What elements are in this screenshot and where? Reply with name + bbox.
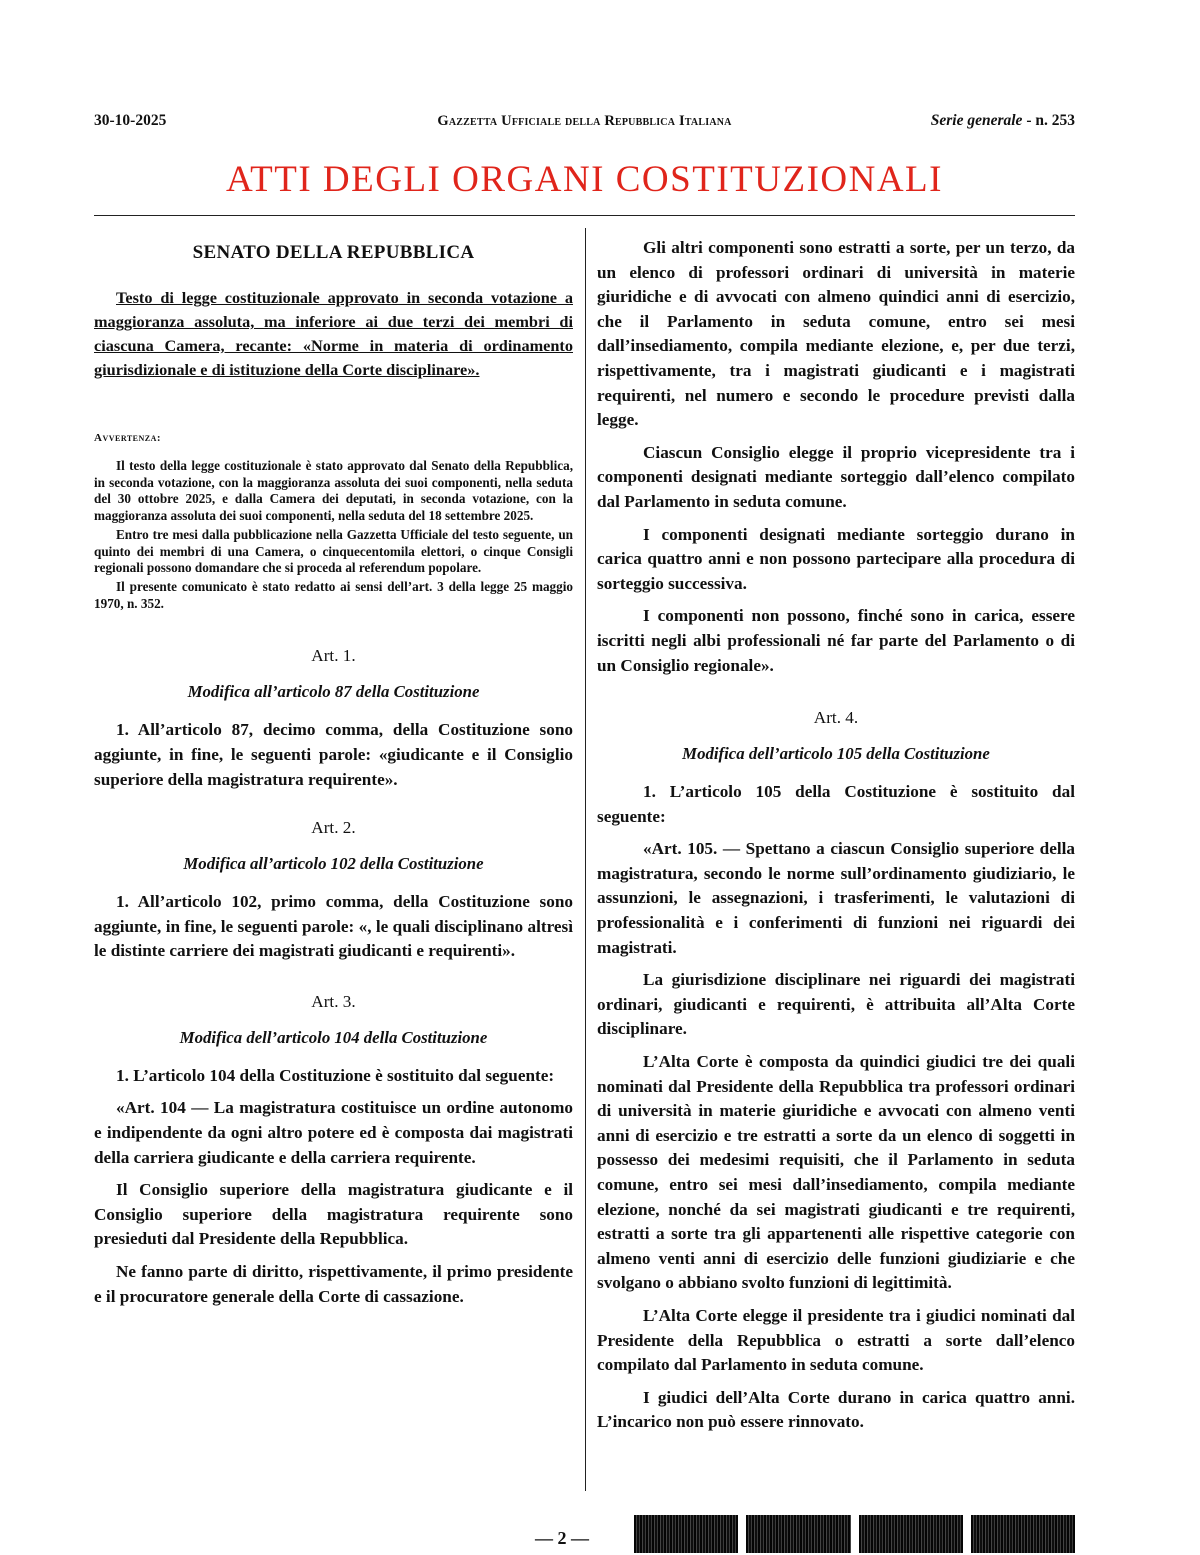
article-2-subtitle: Modifica all’articolo 102 della Costituzione: [183, 854, 484, 874]
section-title: SENATO DELLA REPUBBLICA: [192, 242, 475, 263]
article-4-title: Art. 4.: [813, 708, 859, 728]
notice-label: Avvertenza:: [94, 432, 162, 444]
article-3-subtitle: Modifica dell’articolo 104 della Costituzione: [179, 1027, 488, 1047]
article-2-text: 1. All’articolo 102, primo comma, della Costituzione sono aggiunte, in fine, le seguenti parole: «, le quali disciplinano altresì le distinte carriere dei magistrati giudicanti e requirenti».: [94, 892, 573, 961]
running-header: [94, 112, 1075, 136]
article-4-paragraph: 1. L’articolo 105 della Costituzione è sostituito dal seguente:: [597, 782, 1075, 826]
series-info: [931, 112, 1075, 130]
article-2-title: Art. 2.: [311, 818, 356, 838]
barcode-icon: [746, 1515, 850, 1553]
right-column: [597, 236, 1075, 1443]
series-number: - n. 253: [1026, 112, 1075, 129]
main-title: ATTI DEGLI ORGANI COSTITUZIONALI: [226, 159, 943, 200]
article-4-paragraph: L’Alta Corte è composta da quindici giudici tre dei quali nominati dal Presidente della Repubblica tra professori ordinari di università in materie giuridiche e avvocati con almeno venti anni di esercizio e tre estratti a sorte da un elenco di soggetti in possesso dei medesimi requisiti, che il Parlamento in seduta comune, entro sei mesi dall’insediamento, compila mediante elezione, nonché da sei magistrati giudicanti e tre requirenti, estratti a sorte tra gli appartenenti alle rispettive categorie con almeno venti anni di esercizio delle funzioni giudiziarie e che svolgano o abbiano svolto funzioni di legittimità.: [597, 1052, 1075, 1293]
article-1-text: 1. All’articolo 87, decimo comma, della Costituzione sono aggiunte, in fine, le seguenti parole: «giudicante e il Consiglio superiore della magistratura requirente».: [94, 720, 573, 789]
article-3-paragraph: «Art. 104 — La magistratura costituisce un ordine autonomo e indipendente da ogni altro potere ed è composta dai magistrati della carriera giudicante e della carriera requirente.: [94, 1098, 573, 1167]
article-3-continued-paragraph: I componenti designati mediante sorteggio durano in carica quattro anni e non possono partecipare alla procedura di sorteggio successiva.: [597, 524, 1075, 593]
issue-date: 30-10-2025: [94, 112, 167, 129]
left-column: [94, 236, 573, 1317]
article-3-continued-paragraph: Ciascun Consiglio elegge il proprio vicepresidente tra i componenti designati mediante sorteggio dall’elenco compilato dal Parlamento in seduta comune.: [597, 442, 1075, 511]
barcode-icon: [634, 1515, 738, 1553]
page-number: — 2 —: [535, 1528, 589, 1548]
article-4-paragraph: «Art. 105. — Spettano a ciascun Consiglio superiore della magistratura, secondo le norme sull’ordinamento giudiziario, le assunzioni, le assegnazioni, i trasferimenti, le valutazioni di professionalità e i conferimenti di funzioni nei riguardi dei magistrati.: [597, 839, 1075, 957]
article-4-subtitle: Modifica dell’articolo 105 della Costituzione: [682, 744, 990, 764]
column-divider: [585, 228, 586, 1491]
article-3-continued-paragraph: I componenti non possono, finché sono in carica, essere iscritti negli albi professionali né far parte del Parlamento o di un Consiglio regionale».: [597, 606, 1075, 675]
gazette-page: [94, 0, 1075, 1553]
article-1-title: Art. 1.: [311, 646, 356, 666]
notice-paragraph: Entro tre mesi dalla pubblicazione nella Gazzetta Ufficiale del testo seguente, un quinto dei membri di una Camera, o cinquecentomila elettori, o cinque Consigli regionali possono domandare che si proceda al referendum popolare.: [94, 526, 573, 576]
barcode-icon: [859, 1515, 963, 1553]
article-3-continued-paragraph: Gli altri componenti sono estratti a sorte, per un terzo, da un elenco di professori ordinari di università in materie giuridiche e di avvocati con almeno quindici anni di esercizio, che il Parlamento in seduta comune, entro sei mesi dall’insediamento, compila mediante elezione, e, per due terzi, rispettivamente, tra i magistrati giudicanti e i magistrati requirenti, nel numero e secondo le procedure previsti dalla legge.: [597, 238, 1075, 430]
notice: [94, 458, 573, 612]
article-4-paragraph: La giurisdizione disciplinare nei riguardi dei magistrati ordinari, giudicanti e requirenti, è attribuita all’Alta Corte disciplinare.: [597, 970, 1075, 1039]
series-label: Serie generale: [930, 112, 1023, 129]
page-footer: [94, 1515, 1075, 1555]
security-code-strip: [634, 1515, 1075, 1553]
notice-paragraph: Il presente comunicato è stato redatto ai sensi dell’art. 3 della legge 25 maggio 1970, n. 352.: [94, 578, 573, 611]
law-subject: Testo di legge costituzionale approvato in seconda votazione a maggioranza assoluta, ma inferiore ai due terzi dei membri di ciascuna Camera, recante: «Norme in materia di ordinamento giurisdizionale e di istituzione della Corte disciplinare».: [94, 288, 573, 379]
gazette-title: Gazzetta Ufficiale della Repubblica Italiana: [437, 113, 732, 129]
article-4-paragraph: I giudici dell’Alta Corte durano in carica quattro anni. L’incarico non può essere rinnovato.: [597, 1387, 1075, 1432]
article-3-title: Art. 3.: [311, 991, 356, 1011]
article-1-subtitle: Modifica all’articolo 87 della Costituzione: [187, 682, 480, 702]
article-3-paragraph: 1. L’articolo 104 della Costituzione è sostituito dal seguente:: [116, 1065, 555, 1085]
article-3-paragraph: Il Consiglio superiore della magistratura giudicante e il Consiglio superiore della magistratura requirente sono presieduti dal Presidente della Repubblica.: [94, 1180, 573, 1249]
article-3-paragraph: Ne fanno parte di diritto, rispettivamente, il primo presidente e il procuratore generale della Corte di cassazione.: [94, 1262, 573, 1306]
barcode-icon: [971, 1515, 1075, 1553]
title-divider: [94, 215, 1075, 216]
notice-paragraph: Il testo della legge costituzionale è stato approvato dal Senato della Repubblica, in seconda votazione, con la maggioranza assoluta dei suoi componenti, nella seduta del 30 ottobre 2025, e dalla Camera dei deputati, in seconda votazione, con la maggioranza assoluta dei suoi componenti, nella seduta del 18 settembre 2025.: [94, 458, 573, 524]
article-4-paragraph: L’Alta Corte elegge il presidente tra i giudici nominati dal Presidente della Repubblica o estratti a sorte dall’elenco compilato dal Parlamento in seduta comune.: [597, 1305, 1075, 1375]
